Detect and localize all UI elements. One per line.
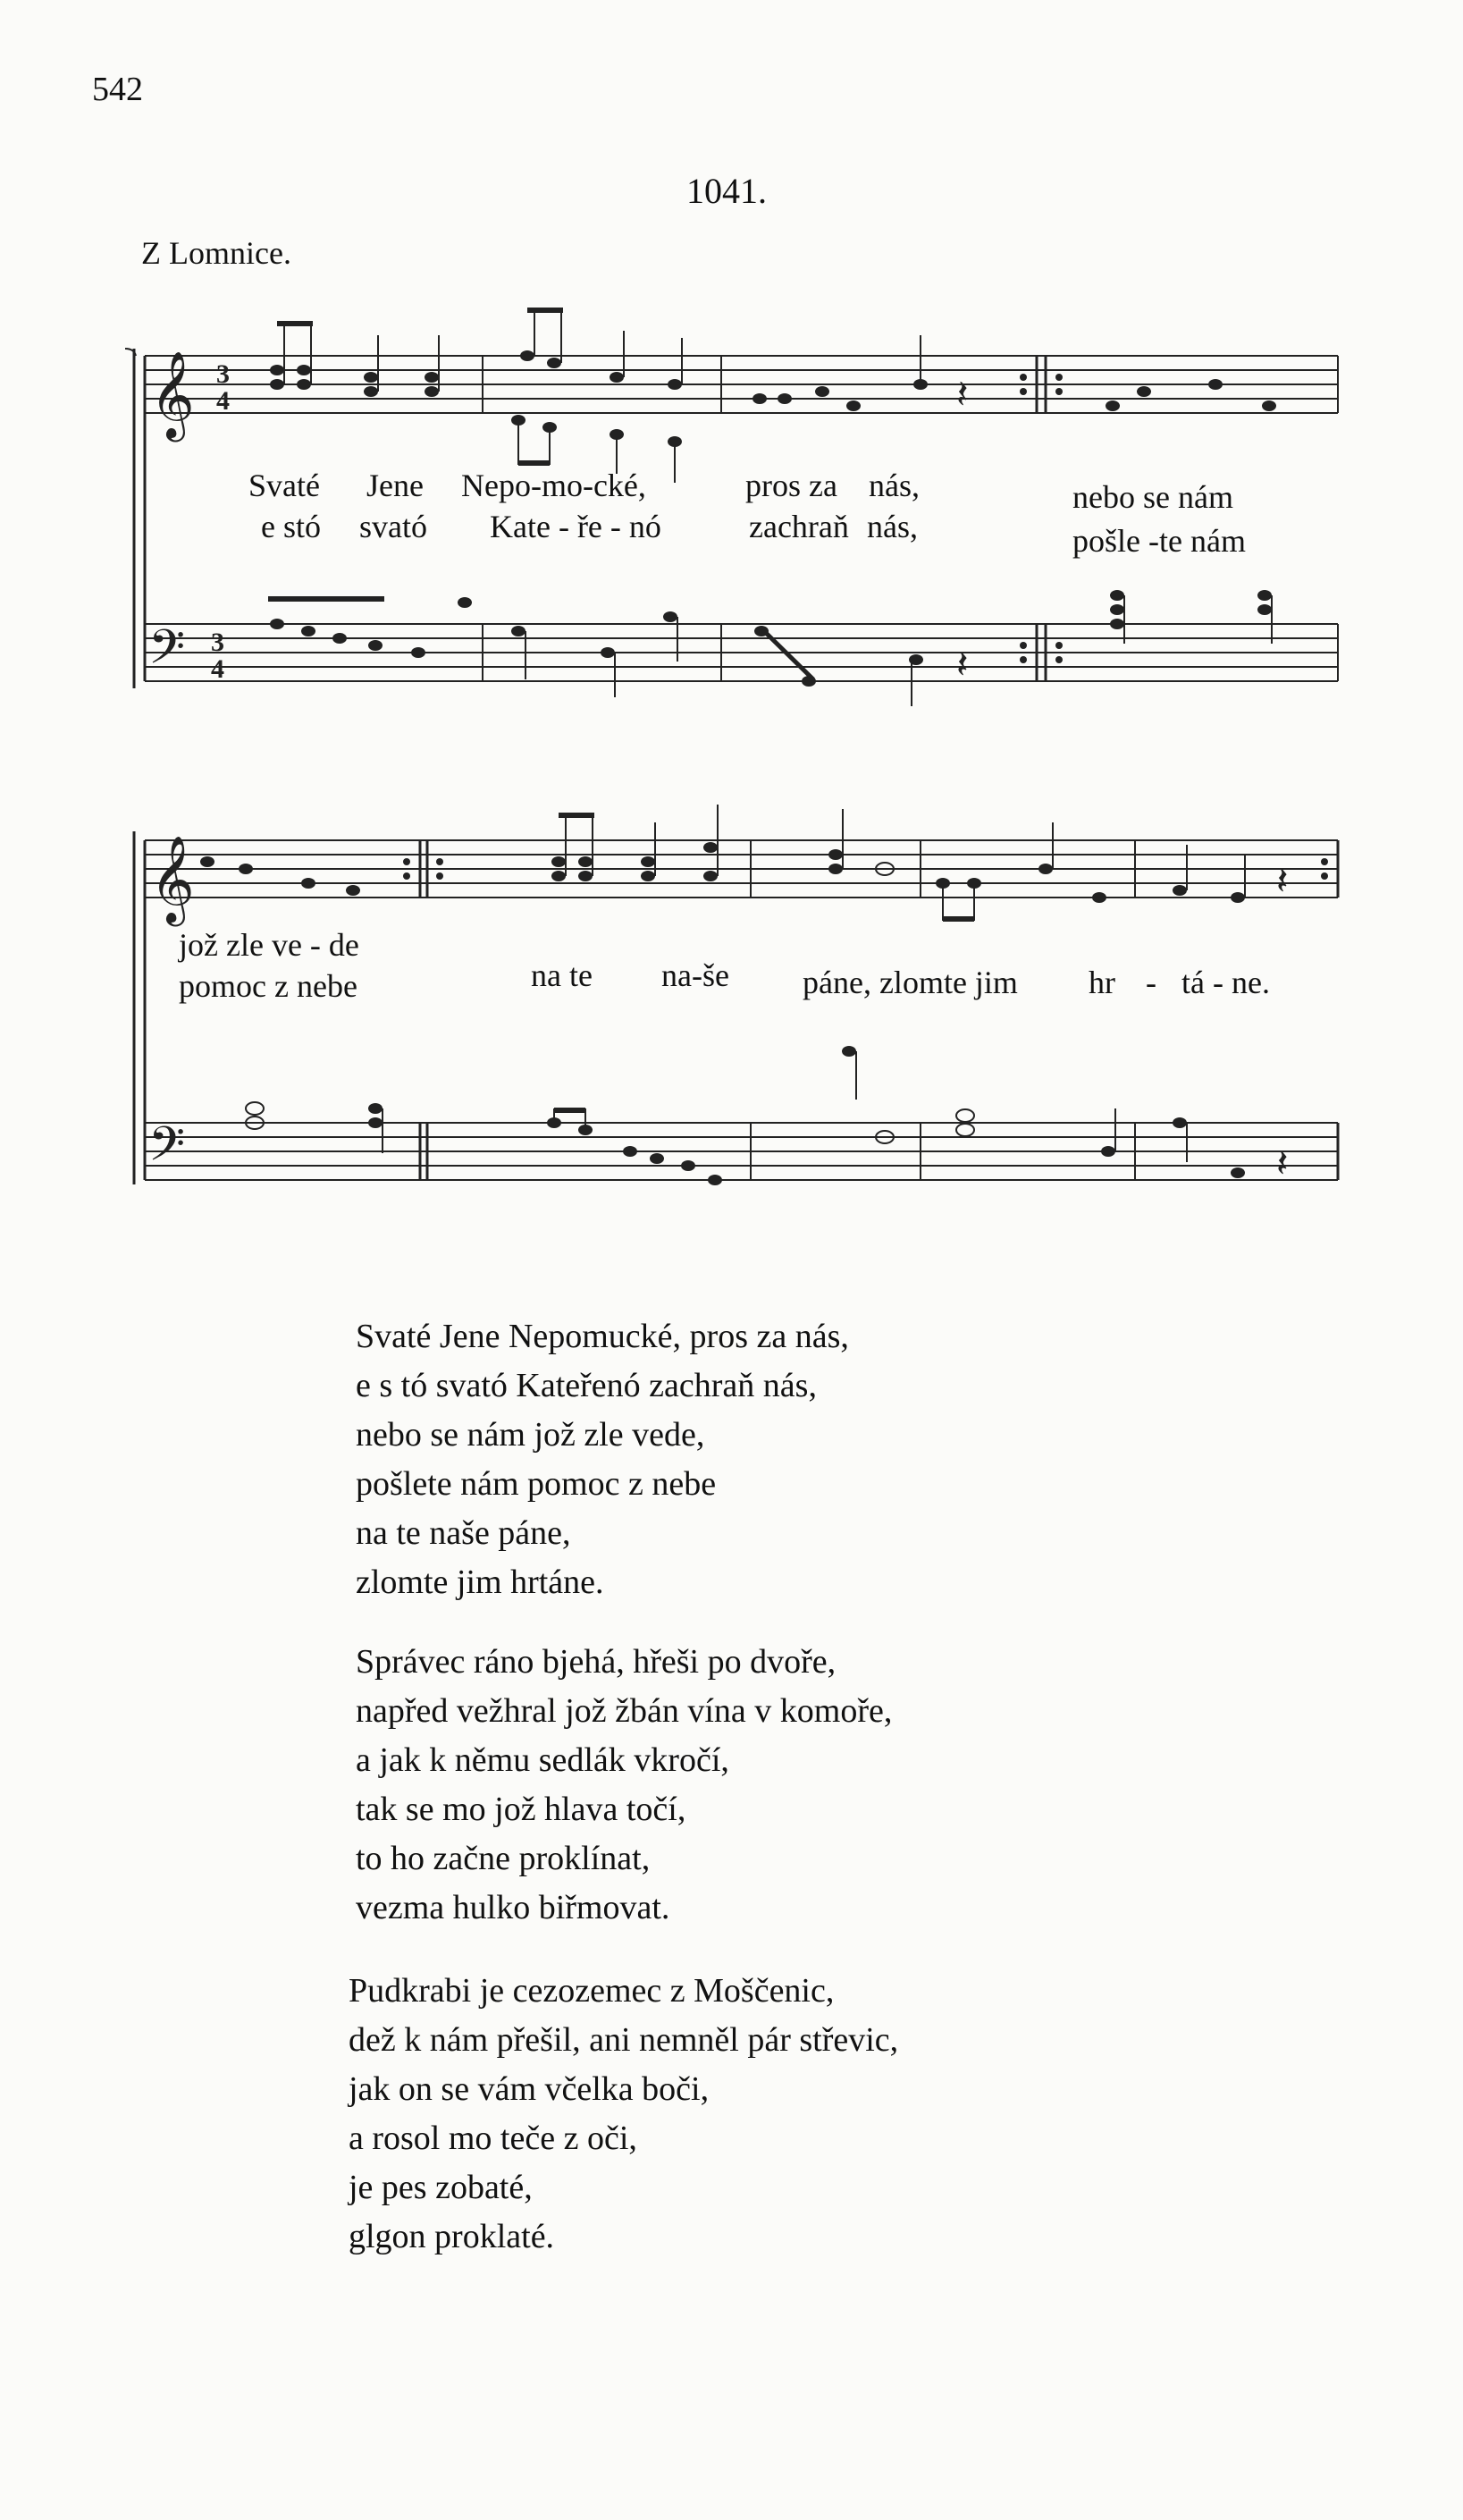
song-number: 1041.: [686, 171, 767, 211]
lyric: páne, zlomte jim: [803, 965, 1018, 1000]
poem-line: tak se mo jož hlava točí,: [356, 1791, 686, 1828]
lyric: pošle -te nám: [1072, 523, 1246, 559]
lyric: tá - ne.: [1181, 965, 1270, 1000]
lyric: nás,: [867, 509, 918, 544]
lyric: -: [1146, 965, 1156, 1000]
svg-text:𝄞: 𝄞: [150, 839, 195, 922]
poem-line: e s tó svató Kateřenó zachraň nás,: [356, 1367, 817, 1404]
svg-text:4: 4: [211, 654, 224, 684]
svg-text:𝄽: 𝄽: [1276, 859, 1289, 903]
music-score: [0, 0, 1463, 1252]
lyric: pros za: [745, 468, 837, 503]
poem-line: zlomte jim hrtáne.: [356, 1563, 604, 1601]
treble-staff-2: [145, 840, 1338, 898]
lyric: nebo se nám: [1072, 479, 1233, 515]
poem-line: je pes zobaté,: [349, 2169, 533, 2206]
poem-line: a jak k němu sedlák vkročí,: [356, 1741, 729, 1779]
treble-staff-1: [145, 356, 1338, 413]
poem-line: to ho začne proklínat,: [356, 1840, 651, 1877]
poem-line: jak on se vám včelka boči,: [349, 2070, 710, 2108]
poem-stanza-3: [349, 1967, 898, 2262]
svg-text:𝄢: 𝄢: [148, 621, 186, 685]
lyric: Svaté: [248, 468, 320, 503]
poem-line: pošlete nám pomoc z nebe: [356, 1465, 717, 1503]
poem-stanza-2: [356, 1638, 892, 1933]
poem-stanza-1: [356, 1312, 849, 1607]
poem-line: a rosol mo teče z oči,: [349, 2120, 637, 2157]
lyric: zachraň: [749, 509, 849, 544]
bass-staff-1: [145, 624, 1338, 681]
svg-text:𝄢: 𝄢: [148, 1118, 186, 1182]
lyric: na te: [531, 957, 593, 993]
poem-line: Správec ráno bjehá, hřeši po dvoře,: [356, 1643, 837, 1681]
lyric: Nepo-mo-cké,: [461, 468, 646, 503]
poem-line: vezma hulko biřmovat.: [356, 1889, 670, 1926]
lyric: e stó: [261, 509, 321, 544]
poem-line: na te naše páne,: [356, 1514, 571, 1552]
poem-line: dež k nám přešil, ani nemněl pár střevic,: [349, 2021, 899, 2059]
poem-line: nebo se nám jož zle vede,: [356, 1416, 705, 1454]
svg-text:𝄽: 𝄽: [1276, 1142, 1289, 1185]
poem-line: Svaté Jene Nepomucké, pros za nás,: [356, 1318, 849, 1355]
page-number: 542: [92, 71, 143, 108]
lyric: na-še: [661, 957, 729, 993]
svg-text:3: 3: [211, 628, 224, 657]
svg-text:𝄽: 𝄽: [956, 643, 969, 687]
lyric: jož zle ve - de: [179, 927, 359, 963]
poem-line: glgon proklaté.: [349, 2218, 555, 2255]
bass-staff-2: [145, 1123, 1338, 1180]
lyric: nás,: [869, 468, 920, 503]
lyric: Kate - ře - nó: [490, 509, 661, 544]
lyric: Jene: [366, 468, 424, 503]
poem-line: napřed vežhral jož žbán vína v komoře,: [356, 1692, 893, 1730]
lyric: svató: [359, 509, 427, 544]
svg-text:𝄽: 𝄽: [956, 373, 969, 417]
svg-text:3: 3: [216, 359, 230, 389]
poem-line: Pudkrabi je cezozemec z Moščenic,: [349, 1972, 835, 2010]
song-origin: Z Lomnice.: [141, 235, 291, 271]
svg-text:4: 4: [216, 386, 230, 416]
lyric: hr: [1089, 965, 1115, 1000]
lyric: pomoc z nebe: [179, 968, 357, 1004]
svg-text:𝄞: 𝄞: [150, 354, 195, 437]
